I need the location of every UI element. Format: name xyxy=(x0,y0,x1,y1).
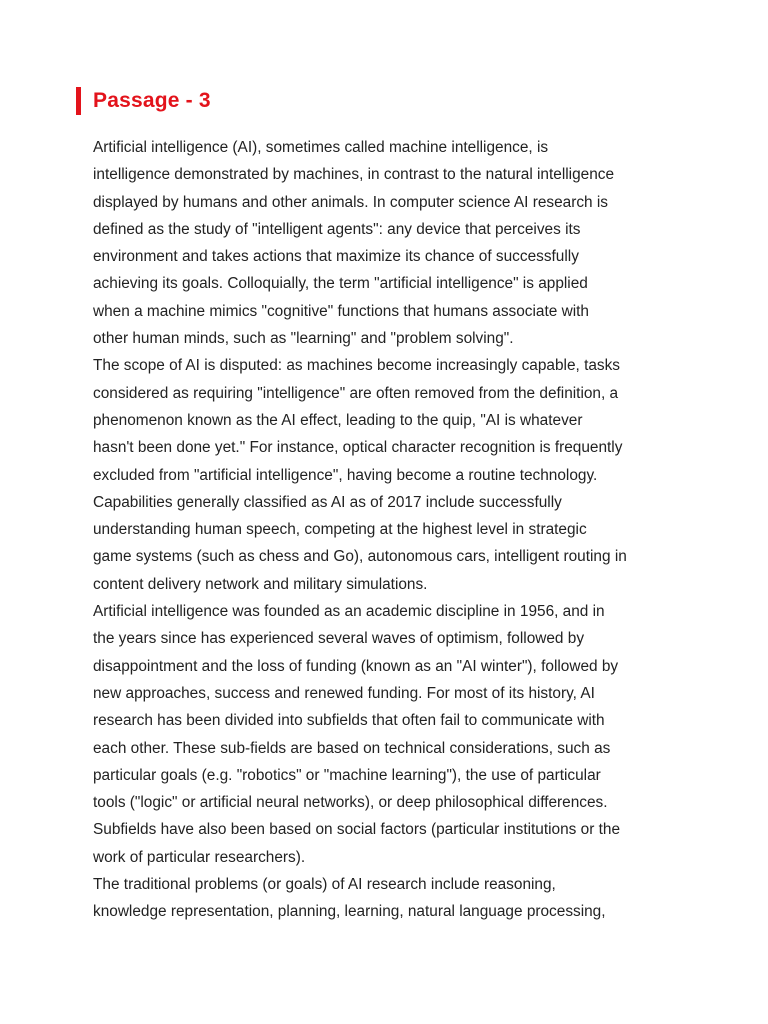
text-line: defined as the study of "intelligent agents": any device that perceives its xyxy=(93,220,581,238)
text-line: considered as requiring "intelligence" are often removed from the definition, a xyxy=(93,384,619,402)
text-line: Capabilities generally classified as AI as of 2017 include successfully xyxy=(93,493,562,511)
text-line: The scope of AI is disputed: as machines become increasingly capable, tasks xyxy=(93,357,620,375)
text-line: the years since has experienced several waves of optimism, followed by xyxy=(93,630,585,648)
text-line: game systems (such as chess and Go), autonomous cars, intelligent routing in xyxy=(93,548,627,566)
passage-title: Passage - 3 xyxy=(93,89,211,112)
text-line: phenomenon known as the AI effect, leading to the quip, "AI is whatever xyxy=(93,411,583,429)
text-line: disappointment and the loss of funding (known as an "AI winter"), followed by xyxy=(93,657,619,675)
text-line: hasn't been done yet." For instance, optical character recognition is frequently xyxy=(93,439,623,457)
text-line: displayed by humans and other animals. In computer science AI research is xyxy=(93,193,608,211)
heading-accent-bar xyxy=(76,87,81,115)
passage-heading xyxy=(76,86,211,116)
text-line: when a machine mimics "cognitive" functions that humans associate with xyxy=(93,302,589,320)
text-line: content delivery network and military simulations. xyxy=(93,575,428,593)
text-line: research has been divided into subfields that often fail to communicate with xyxy=(93,712,605,730)
text-line: environment and takes actions that maximize its chance of successfully xyxy=(93,248,579,266)
passage-body xyxy=(93,134,693,926)
text-line: Subfields have also been based on social factors (particular institutions or the xyxy=(93,821,621,839)
text-line: excluded from "artificial intelligence", having become a routine technology. xyxy=(93,466,598,484)
text-line: understanding human speech, competing at the highest level in strategic xyxy=(93,521,587,539)
text-line: The traditional problems (or goals) of AI research include reasoning, xyxy=(93,876,556,894)
text-line: achieving its goals. Colloquially, the term "artificial intelligence" is applied xyxy=(93,275,588,293)
text-line: Artificial intelligence was founded as an academic discipline in 1956, and in xyxy=(93,603,605,621)
text-line: intelligence demonstrated by machines, in contrast to the natural intelligence xyxy=(93,166,615,184)
text-line: knowledge representation, planning, learning, natural language processing, xyxy=(93,903,606,921)
text-line: other human minds, such as "learning" and "problem solving". xyxy=(93,330,514,348)
text-line: new approaches, success and renewed funding. For most of its history, AI xyxy=(93,684,595,702)
text-line: particular goals (e.g. "robotics" or "machine learning"), the use of particular xyxy=(93,766,601,784)
text-line: work of particular researchers). xyxy=(93,848,306,866)
text-line: Artificial intelligence (AI), sometimes called machine intelligence, is xyxy=(93,139,549,156)
text-line: tools ("logic" or artificial neural networks), or deep philosophical differences. xyxy=(93,794,608,812)
text-line: each other. These sub-fields are based on technical considerations, such as xyxy=(93,739,611,757)
